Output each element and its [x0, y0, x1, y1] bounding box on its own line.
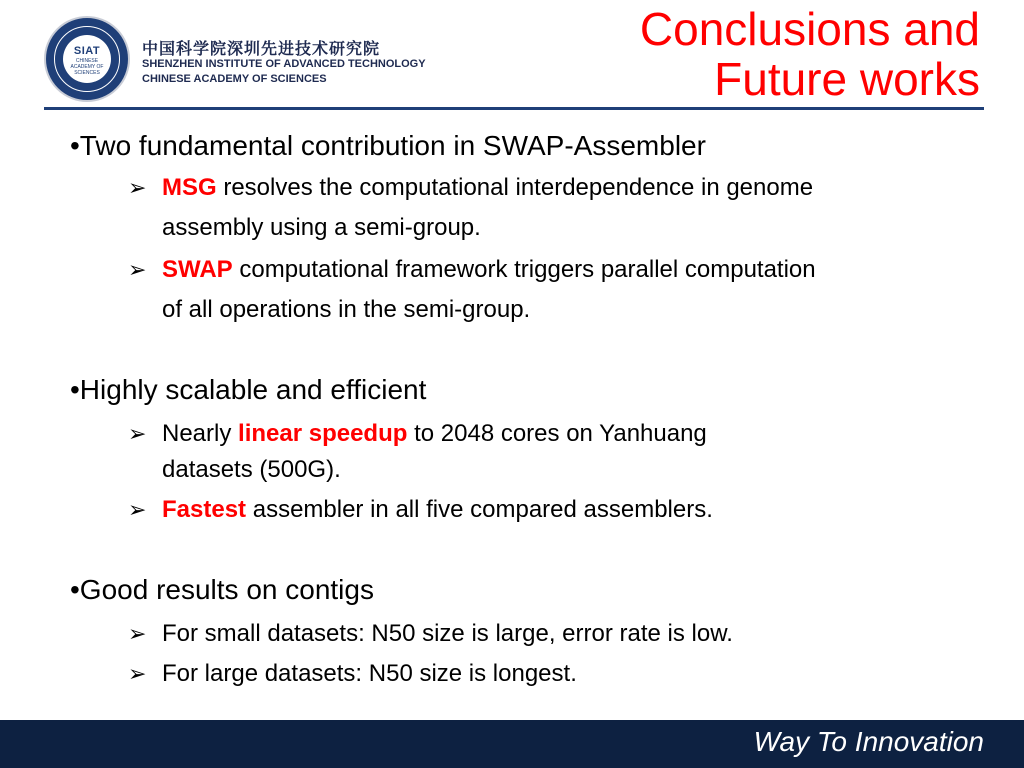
item-text: computational framework triggers parallel computation	[232, 256, 816, 283]
logo-text: SIAT	[73, 45, 101, 57]
list-item-fastest	[128, 490, 968, 530]
list-item-small-datasets	[128, 614, 968, 654]
arrow-bullet-icon: ➢	[128, 175, 147, 200]
institute-name-cn: 中国科学院深圳先进技术研究院	[142, 39, 381, 58]
section-heading-contigs: •Good results on contigs	[70, 574, 374, 605]
arrow-bullet-icon: ➢	[128, 257, 147, 282]
list-item-msg	[128, 168, 968, 248]
footer-tagline: Way To Innovation	[753, 726, 984, 757]
item-text: resolves the computational interdependence in genome	[216, 174, 814, 201]
item-text: assembler in all five compared assemblers.	[246, 496, 713, 523]
arrow-bullet-icon: ➢	[128, 421, 147, 446]
institute-name-en-line2: CHINESE ACADEMY OF SCIENCES	[142, 73, 327, 85]
institute-name-en-line1: SHENZHEN INSTITUTE OF ADVANCED TECHNOLOGY	[142, 58, 426, 70]
section-heading-contributions: •Two fundamental contribution in SWAP-Assembler	[70, 130, 706, 161]
logo-subtext: CHINESE ACADEMY OF SCIENCES	[70, 58, 104, 76]
item-text-continued: assembly using a semi-group.	[162, 214, 481, 241]
item-text: to 2048 cores on Yanhuang	[407, 420, 707, 447]
arrow-bullet-icon: ➢	[128, 621, 147, 646]
highlight-text: MSG	[162, 174, 217, 201]
section-heading-scalability: •Highly scalable and efficient	[70, 374, 427, 405]
item-text: For small datasets: N50 size is large, error rate is low.	[162, 620, 733, 647]
item-text-continued: datasets (500G).	[162, 456, 341, 483]
highlight-text: SWAP	[162, 256, 233, 283]
item-text-continued: of all operations in the semi-group.	[162, 296, 531, 323]
arrow-bullet-icon: ➢	[128, 497, 147, 522]
item-text: For large datasets: N50 size is longest.	[162, 660, 577, 687]
slide-footer	[0, 720, 1024, 768]
slide-title: Conclusions and Future works	[639, 3, 980, 105]
list-item-swap	[128, 250, 968, 330]
item-prefix: Nearly	[162, 420, 239, 447]
list-item-large-datasets	[128, 654, 968, 694]
arrow-bullet-icon: ➢	[128, 661, 147, 686]
highlight-text: linear speedup	[238, 420, 408, 447]
highlight-text: Fastest	[162, 496, 247, 523]
list-item-linear-speedup	[128, 416, 968, 488]
